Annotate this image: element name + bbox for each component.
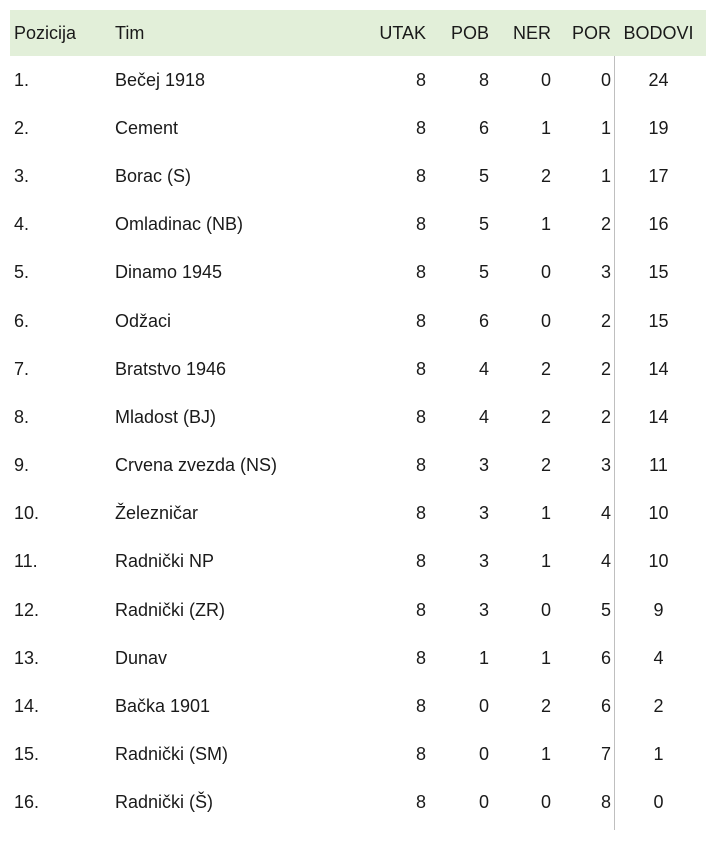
cell-por: 8 <box>600 792 611 813</box>
cell-ner: 0 <box>540 599 551 620</box>
cell-pozicija: 3. <box>14 165 30 186</box>
table-row <box>10 538 706 586</box>
cell-tim: Radnički (SM) <box>115 744 229 765</box>
cell-utak: 8 <box>415 406 426 427</box>
cell-utak: 8 <box>415 165 426 186</box>
cell-por: 4 <box>600 551 611 572</box>
cell-pozicija: 4. <box>14 214 30 235</box>
cell-pozicija: 13. <box>14 647 40 668</box>
cell-bodovi: 15 <box>648 262 669 283</box>
cell-por: 2 <box>600 358 611 379</box>
table-row <box>10 442 706 490</box>
cell-por: 7 <box>600 744 611 765</box>
table-row <box>10 345 706 393</box>
cell-tim: Radnički (Š) <box>115 792 214 813</box>
cell-bodovi: 19 <box>648 117 669 138</box>
cell-tim: Cement <box>115 117 179 138</box>
cell-pob: 0 <box>478 744 489 765</box>
table-header <box>10 10 706 56</box>
cell-utak: 8 <box>415 503 426 524</box>
standings-table <box>10 10 706 827</box>
header-pozicija: Pozicija <box>14 22 77 43</box>
cell-ner: 2 <box>540 358 551 379</box>
cell-pob: 4 <box>478 358 489 379</box>
cell-utak: 8 <box>415 69 426 90</box>
cell-tim: Crvena zvezda (NS) <box>115 455 278 476</box>
cell-por: 2 <box>600 310 611 331</box>
cell-tim: Borac (S) <box>115 165 192 186</box>
cell-pob: 5 <box>478 165 489 186</box>
cell-por: 4 <box>600 503 611 524</box>
table-row <box>10 56 706 104</box>
table-row <box>10 586 706 634</box>
cell-utak: 8 <box>415 117 426 138</box>
table-row <box>10 249 706 297</box>
cell-por: 5 <box>600 599 611 620</box>
cell-pob: 0 <box>478 696 489 717</box>
cell-tim: Radnički (ZR) <box>115 599 226 620</box>
cell-bodovi: 10 <box>648 551 669 572</box>
cell-pozicija: 12. <box>14 599 40 620</box>
cell-ner: 2 <box>540 165 551 186</box>
cell-pozicija: 6. <box>14 310 30 331</box>
cell-tim: Železničar <box>115 503 199 524</box>
cell-bodovi: 15 <box>648 310 669 331</box>
cell-tim: Omladinac (NB) <box>115 214 244 235</box>
cell-bodovi: 17 <box>648 165 669 186</box>
table-row <box>10 152 706 200</box>
header-ner: NER <box>512 22 551 43</box>
cell-por: 1 <box>600 165 611 186</box>
cell-pozicija: 8. <box>14 406 30 427</box>
cell-pob: 1 <box>478 647 489 668</box>
cell-pozicija: 10. <box>14 503 40 524</box>
cell-bodovi: 2 <box>653 696 664 717</box>
cell-pozicija: 14. <box>14 696 40 717</box>
cell-utak: 8 <box>415 455 426 476</box>
header-por: POR <box>571 22 611 43</box>
header-tim: Tim <box>115 22 145 43</box>
cell-pob: 3 <box>478 551 489 572</box>
cell-pob: 6 <box>478 310 489 331</box>
cell-bodovi: 14 <box>648 358 669 379</box>
cell-utak: 8 <box>415 647 426 668</box>
cell-por: 6 <box>600 647 611 668</box>
cell-bodovi: 11 <box>649 455 668 476</box>
cell-bodovi: 9 <box>653 599 664 620</box>
cell-utak: 8 <box>415 310 426 331</box>
cell-bodovi: 10 <box>648 503 669 524</box>
cell-tim: Dunav <box>115 647 168 668</box>
cell-tim: Mladost (BJ) <box>115 406 217 427</box>
table-row <box>10 682 706 730</box>
cell-pozicija: 7. <box>14 358 30 379</box>
cell-ner: 0 <box>540 262 551 283</box>
cell-por: 3 <box>600 455 611 476</box>
cell-bodovi: 4 <box>653 647 664 668</box>
cell-utak: 8 <box>415 214 426 235</box>
cell-bodovi: 1 <box>653 744 664 765</box>
table-row <box>10 104 706 152</box>
cell-ner: 0 <box>540 792 551 813</box>
cell-por: 1 <box>600 117 611 138</box>
header-pob: POB <box>450 22 489 43</box>
cell-pob: 5 <box>478 262 489 283</box>
cell-tim: Dinamo 1945 <box>115 262 223 283</box>
cell-utak: 8 <box>415 792 426 813</box>
cell-utak: 8 <box>415 744 426 765</box>
header-bodovi: BODOVI <box>623 22 694 43</box>
table-row <box>10 779 706 827</box>
cell-tim: Radnički NP <box>115 551 215 572</box>
cell-tim: Odžaci <box>115 310 172 331</box>
cell-pob: 6 <box>478 117 489 138</box>
cell-utak: 8 <box>415 262 426 283</box>
table-row <box>10 731 706 779</box>
cell-ner: 1 <box>540 744 551 765</box>
cell-por: 6 <box>600 696 611 717</box>
cell-pob: 3 <box>478 599 489 620</box>
cell-pob: 8 <box>478 69 489 90</box>
cell-utak: 8 <box>415 551 426 572</box>
cell-pozicija: 2. <box>14 117 30 138</box>
table-row <box>10 490 706 538</box>
table-body <box>10 56 706 827</box>
table-row <box>10 393 706 441</box>
cell-ner: 0 <box>540 310 551 331</box>
cell-ner: 2 <box>540 696 551 717</box>
cell-por: 2 <box>600 406 611 427</box>
cell-ner: 1 <box>540 551 551 572</box>
cell-bodovi: 0 <box>653 792 664 813</box>
cell-pob: 4 <box>478 406 489 427</box>
cell-pob: 3 <box>478 503 489 524</box>
cell-tim: Bečej 1918 <box>115 69 206 90</box>
cell-pob: 3 <box>478 455 489 476</box>
cell-por: 3 <box>600 262 611 283</box>
cell-ner: 2 <box>540 455 551 476</box>
cell-por: 2 <box>600 214 611 235</box>
cell-pozicija: 1. <box>14 69 30 90</box>
cell-pozicija: 9. <box>14 455 30 476</box>
cell-pozicija: 11. <box>14 551 38 572</box>
cell-por: 0 <box>600 69 611 90</box>
cell-bodovi: 14 <box>648 406 669 427</box>
table-row <box>10 201 706 249</box>
cell-pozicija: 5. <box>14 262 30 283</box>
cell-pob: 5 <box>478 214 489 235</box>
table-row <box>10 297 706 345</box>
column-divider <box>614 56 615 830</box>
cell-utak: 8 <box>415 599 426 620</box>
cell-ner: 0 <box>540 69 551 90</box>
cell-tim: Bačka 1901 <box>115 696 211 717</box>
cell-bodovi: 24 <box>648 69 669 90</box>
cell-ner: 1 <box>540 214 551 235</box>
cell-bodovi: 16 <box>648 214 669 235</box>
header-utak: UTAK <box>379 22 426 43</box>
cell-ner: 1 <box>540 647 551 668</box>
cell-ner: 2 <box>540 406 551 427</box>
cell-pozicija: 16. <box>14 792 40 813</box>
cell-pozicija: 15. <box>14 744 40 765</box>
cell-utak: 8 <box>415 358 426 379</box>
cell-tim: Bratstvo 1946 <box>115 358 227 379</box>
cell-ner: 1 <box>540 117 551 138</box>
cell-pob: 0 <box>478 792 489 813</box>
table-row <box>10 634 706 682</box>
cell-ner: 1 <box>540 503 551 524</box>
cell-utak: 8 <box>415 696 426 717</box>
